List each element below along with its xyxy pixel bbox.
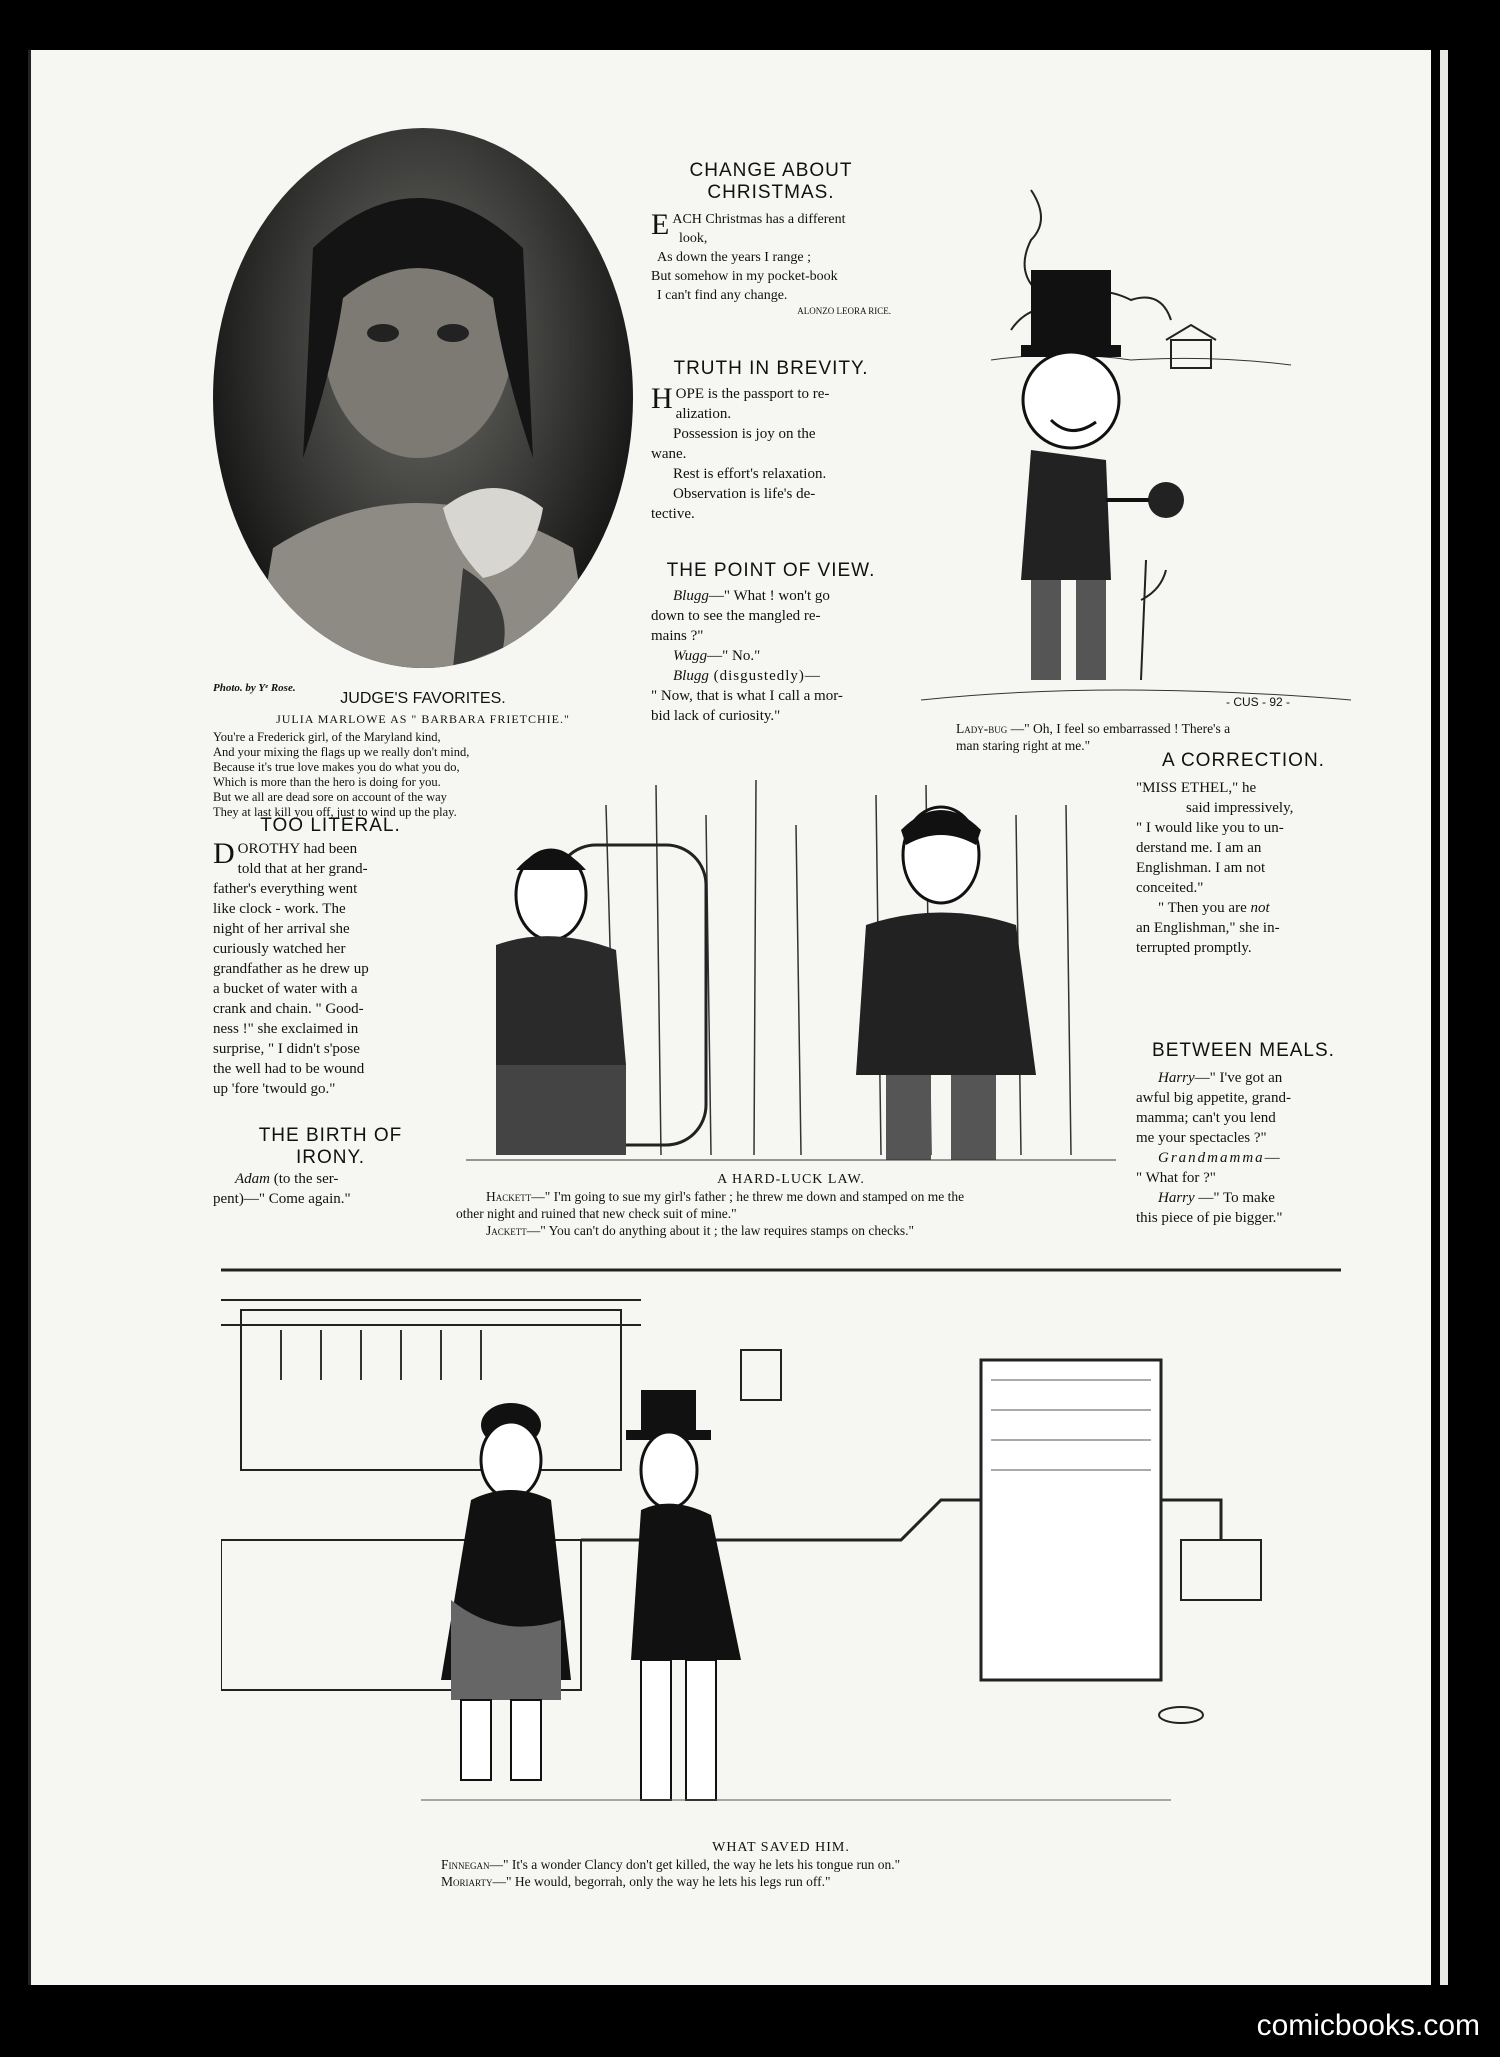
cartoon-title: WHAT SAVED HIM. xyxy=(712,1840,850,1855)
drop-cap: H xyxy=(651,382,673,415)
speaker: Grandmamma xyxy=(1158,1150,1265,1166)
text-line: wane. xyxy=(651,446,687,462)
drop-cap: D xyxy=(213,837,235,870)
verse-line: Because it's true love makes you do what you do, xyxy=(213,760,460,774)
julia-marlowe-photo xyxy=(213,128,633,668)
verse-line: But we all are dead sore on account of the way xyxy=(213,790,447,804)
text-line: Possession is joy on the xyxy=(673,426,816,442)
section-title: TRUTH IN BREVITY. xyxy=(673,358,869,379)
verse-line: You're a Frederick girl, of the Maryland kind, xyxy=(213,730,441,744)
verse-line: Which is more than the hero is doing for you. xyxy=(213,775,441,789)
verse-line: And your mixing the flags up we really don't mind, xyxy=(213,745,470,759)
text-line: Rest is effort's relaxation. xyxy=(673,466,827,482)
ladybug-caption xyxy=(956,720,1356,754)
section-title: IRONY. xyxy=(295,1147,365,1168)
ladybug-cartoon xyxy=(911,160,1361,720)
text-line: Englishman. I am not xyxy=(1136,860,1266,876)
text-line: grandfather as he drew up xyxy=(213,961,369,977)
hard-luck-law-cartoon xyxy=(456,775,1126,1170)
poem-line: I can't find any change. xyxy=(657,288,788,303)
point-of-view xyxy=(651,560,891,726)
text-line: —" No." xyxy=(707,648,761,664)
birth-of-irony xyxy=(213,1125,448,1209)
text-line: " Now, that is what I call a mor- xyxy=(651,688,843,704)
speaker: Moriarty xyxy=(441,1874,493,1889)
caption-text: —" Oh, I feel so embarrassed ! There's a xyxy=(1007,721,1231,736)
text-line: tective. xyxy=(651,506,695,522)
magazine-page xyxy=(28,50,1431,1985)
text-line: like clock - work. The xyxy=(213,901,346,917)
speaker: Blugg xyxy=(673,668,709,684)
page-spine xyxy=(1440,50,1448,1985)
text-line: this piece of pie bigger." xyxy=(1136,1210,1283,1226)
caption-text: —" You can't do anything about it ; the law requires stamps on checks." xyxy=(526,1223,915,1238)
caption-text: other night and ruined that new check suit of mine." xyxy=(456,1206,737,1221)
text-line: ness !" she exclaimed in xyxy=(213,1021,359,1037)
poem-title: CHANGE ABOUT xyxy=(689,160,853,181)
speaker: Lady-bug xyxy=(956,721,1008,736)
emphasis: not xyxy=(1250,900,1270,916)
text-line: crank and chain. " Good- xyxy=(213,1001,364,1017)
text-line: — xyxy=(1264,1150,1280,1166)
drop-cap: E xyxy=(651,208,670,241)
text-line: terrupted promptly. xyxy=(1136,940,1252,956)
speaker: Wugg xyxy=(673,648,708,664)
photo-credit: Photo. by Yᵉ Rose. xyxy=(213,682,296,694)
caption-text: —" It's a wonder Clancy don't get killed, the way he lets his tongue run on." xyxy=(489,1857,901,1872)
section-title: THE BIRTH OF xyxy=(258,1125,403,1146)
text-line: " What for ?" xyxy=(1136,1170,1216,1186)
what-saved-him-caption xyxy=(221,1840,1341,1890)
speaker: Hackett xyxy=(486,1189,532,1204)
section-title: THE POINT OF VIEW. xyxy=(666,560,876,581)
section-title: BETWEEN MEALS. xyxy=(1152,1040,1335,1061)
text-line: bid lack of curiosity." xyxy=(651,708,781,724)
speaker: Finnegan xyxy=(441,1857,490,1872)
text-line: (disgustedly)— xyxy=(708,668,821,684)
text-line: said impressively, xyxy=(1186,800,1294,816)
poem-line: ACH Christmas has a different xyxy=(672,212,846,227)
text-line: curiously watched her xyxy=(213,941,346,957)
text-line: mains ?" xyxy=(651,628,704,644)
speaker: Blugg xyxy=(673,588,709,604)
poem-line: But somehow in my pocket-book xyxy=(651,269,838,284)
what-saved-him-cartoon xyxy=(221,1240,1341,1820)
change-about-christmas xyxy=(651,160,891,317)
speaker: Harry xyxy=(1158,1190,1195,1206)
poem-title: CHRISTMAS. xyxy=(707,182,835,203)
text-line: down to see the mangled re- xyxy=(651,608,821,624)
section-title: TOO LITERAL. xyxy=(260,815,401,836)
between-meals xyxy=(1136,1040,1351,1228)
photo-title: JUDGE'S FAVORITES. xyxy=(340,690,506,707)
photo-subtitle: JULIA MARLOWE AS " BARBARA FRIETCHIE." xyxy=(276,712,570,726)
caption-text: —" I'm going to sue my girl's father ; he threw me down and stamped on me the xyxy=(531,1189,965,1204)
text-line: OPE is the passport to re- xyxy=(675,386,830,402)
text-line: an Englishman," she in- xyxy=(1136,920,1280,936)
text-line: OROTHY had been xyxy=(237,841,358,857)
text-line: mamma; can't you lend xyxy=(1136,1110,1276,1126)
text-line: a bucket of water with a xyxy=(213,981,358,997)
text-line: told that at her grand- xyxy=(237,861,368,877)
poem-author: ALONZO LEORA RICE. xyxy=(797,306,891,316)
text-line: conceited." xyxy=(1136,880,1204,896)
text-line: surprise, " I didn't s'pose xyxy=(213,1041,360,1057)
text-line: —" To make xyxy=(1194,1190,1275,1206)
text-line: awful big appetite, grand- xyxy=(1136,1090,1291,1106)
verse-line: They at last kill you off, just to wind up the play. xyxy=(213,805,457,819)
poem-line: As down the years I range ; xyxy=(657,250,811,265)
text-line: the well had to be wound xyxy=(213,1061,365,1077)
text-line: —" I've got an xyxy=(1194,1070,1283,1086)
text-line: —" What ! won't go xyxy=(708,588,830,604)
too-literal xyxy=(213,815,448,1099)
text-line: "MISS ETHEL," he xyxy=(1136,780,1257,796)
text-line: father's everything went xyxy=(213,881,358,897)
text-line: " Then you are xyxy=(1158,900,1251,916)
poem-line: look, xyxy=(679,231,708,246)
speaker: Harry xyxy=(1158,1070,1195,1086)
speaker: Adam xyxy=(235,1171,270,1187)
truth-in-brevity xyxy=(651,358,891,524)
hard-luck-caption xyxy=(456,1172,1126,1239)
a-correction xyxy=(1136,750,1351,958)
section-title: A CORRECTION. xyxy=(1162,750,1325,771)
text-line: Observation is life's de- xyxy=(673,486,816,502)
text-line: up 'fore 'twould go." xyxy=(213,1081,336,1097)
speaker: Jackett xyxy=(486,1223,527,1238)
text-line: alization. xyxy=(675,406,732,422)
caption-text: man staring right at me." xyxy=(956,738,1091,753)
text-line: me your spectacles ?" xyxy=(1136,1130,1267,1146)
text-line: night of her arrival she xyxy=(213,921,350,937)
cartoon-title: A HARD-LUCK LAW. xyxy=(717,1172,865,1187)
text-line: (to the ser- xyxy=(270,1171,339,1187)
artist-signature: - CUS - 92 - xyxy=(1226,695,1291,709)
watermark: comicbooks.com xyxy=(1256,2009,1480,2042)
caption-text: —" He would, begorrah, only the way he lets his legs run off." xyxy=(492,1874,831,1889)
text-line: derstand me. I am an xyxy=(1136,840,1262,856)
text-line: " I would like you to un- xyxy=(1136,820,1284,836)
text-line: pent)—" Come again." xyxy=(213,1191,351,1207)
